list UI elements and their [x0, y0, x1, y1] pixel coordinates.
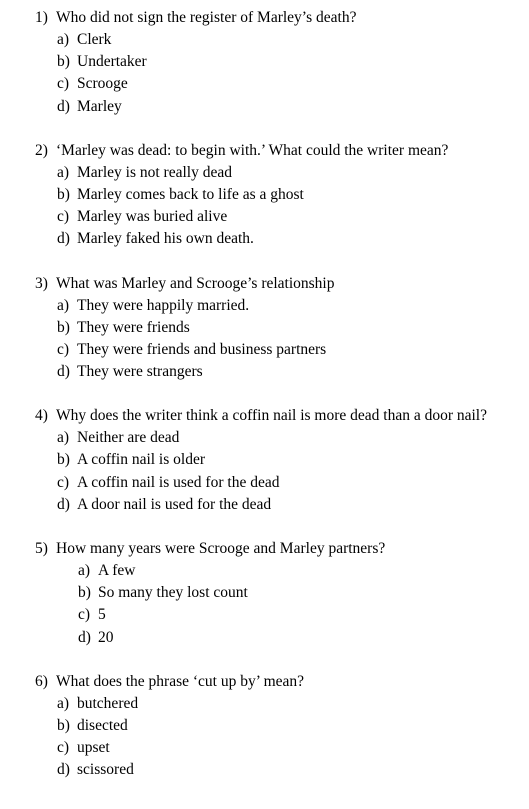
option-letter: b) [57, 53, 70, 71]
option-a [0, 295, 529, 317]
option-b [0, 715, 529, 737]
option-c [0, 339, 529, 361]
option-letter: d) [57, 363, 70, 381]
option-text: butchered [77, 694, 139, 712]
option-b [0, 449, 529, 471]
question-number: 4) [35, 407, 48, 425]
option-text: They were friends and business partners [77, 340, 327, 358]
question-line [0, 7, 529, 29]
option-a [0, 693, 529, 715]
question-text: ‘Marley was dead: to begin with.’ What could the writer mean? [56, 141, 449, 159]
option-letter: d) [57, 230, 70, 248]
option-a [0, 162, 529, 184]
option-text: Marley [77, 97, 122, 115]
question-line [0, 405, 529, 427]
question-3 [0, 273, 529, 384]
option-a [0, 427, 529, 449]
option-letter: b) [57, 716, 70, 734]
quiz-document [0, 7, 529, 804]
option-text: Marley is not really dead [77, 163, 232, 181]
option-letter: c) [57, 208, 70, 226]
option-letter: d) [78, 628, 91, 646]
option-b [0, 51, 529, 73]
option-text: They were happily married. [77, 296, 250, 314]
option-letter: c) [57, 739, 70, 757]
question-number: 2) [35, 141, 48, 159]
option-text: scissored [77, 761, 134, 779]
option-d [0, 494, 529, 516]
question-text: Why does the writer think a coffin nail is more dead than a door nail? [56, 407, 487, 425]
option-text: Marley was buried alive [77, 208, 228, 226]
option-letter: b) [57, 451, 70, 469]
option-a [0, 29, 529, 51]
option-text: A few [98, 562, 136, 579]
question-number: 5) [35, 540, 48, 557]
question-number: 3) [35, 274, 48, 292]
option-c [0, 604, 529, 626]
option-letter: a) [57, 694, 70, 712]
option-letter: c) [57, 75, 70, 93]
option-c [0, 472, 529, 494]
option-letter: c) [57, 473, 70, 491]
option-letter: a) [78, 562, 91, 579]
option-letter: a) [57, 31, 70, 48]
option-letter: a) [57, 163, 70, 181]
option-letter: a) [57, 296, 70, 314]
question-line [0, 273, 529, 295]
option-a [0, 560, 529, 582]
option-text: They were strangers [77, 363, 203, 381]
option-d [0, 759, 529, 781]
question-text: What was Marley and Scrooge’s relationship [56, 274, 335, 292]
option-letter: d) [57, 495, 70, 513]
option-letter: b) [78, 584, 91, 602]
option-d [0, 228, 529, 250]
option-text: They were friends [77, 318, 190, 336]
question-line [0, 538, 529, 560]
option-letter: a) [57, 429, 70, 447]
option-text: Clerk [77, 31, 112, 48]
option-text: 20 [98, 628, 114, 646]
option-letter: b) [57, 185, 70, 203]
option-d [0, 96, 529, 118]
option-text: Marley faked his own death. [77, 230, 254, 248]
option-b [0, 582, 529, 604]
option-b [0, 317, 529, 339]
option-text: Marley comes back to life as a ghost [77, 185, 304, 203]
option-d [0, 361, 529, 383]
option-text: Undertaker [77, 53, 147, 71]
option-letter: b) [57, 318, 70, 336]
question-4 [0, 405, 529, 516]
question-line [0, 140, 529, 162]
question-text: Who did not sign the register of Marley’s death? [56, 9, 357, 26]
option-letter: d) [57, 761, 70, 779]
option-text: disected [77, 716, 128, 734]
option-letter: c) [57, 340, 70, 358]
question-number: 1) [35, 9, 48, 26]
question-1 [0, 7, 529, 118]
option-text: Neither are dead [77, 429, 180, 447]
option-text: A door nail is used for the dead [77, 495, 272, 513]
question-6 [0, 671, 529, 782]
option-text: upset [77, 739, 110, 757]
option-text: So many they lost count [98, 584, 248, 602]
option-b [0, 184, 529, 206]
question-line [0, 671, 529, 693]
option-d [0, 627, 529, 649]
option-c [0, 206, 529, 228]
question-text: How many years were Scrooge and Marley partners? [56, 540, 386, 557]
option-text: A coffin nail is older [77, 451, 205, 469]
option-c [0, 737, 529, 759]
question-text: What does the phrase ‘cut up by’ mean? [56, 672, 305, 690]
question-number: 6) [35, 672, 48, 690]
option-text: A coffin nail is used for the dead [77, 473, 280, 491]
question-2 [0, 140, 529, 251]
option-letter: c) [78, 606, 91, 624]
question-5 [0, 538, 529, 649]
option-letter: d) [57, 97, 70, 115]
option-text: 5 [98, 606, 106, 624]
option-text: Scrooge [77, 75, 128, 93]
option-c [0, 73, 529, 95]
